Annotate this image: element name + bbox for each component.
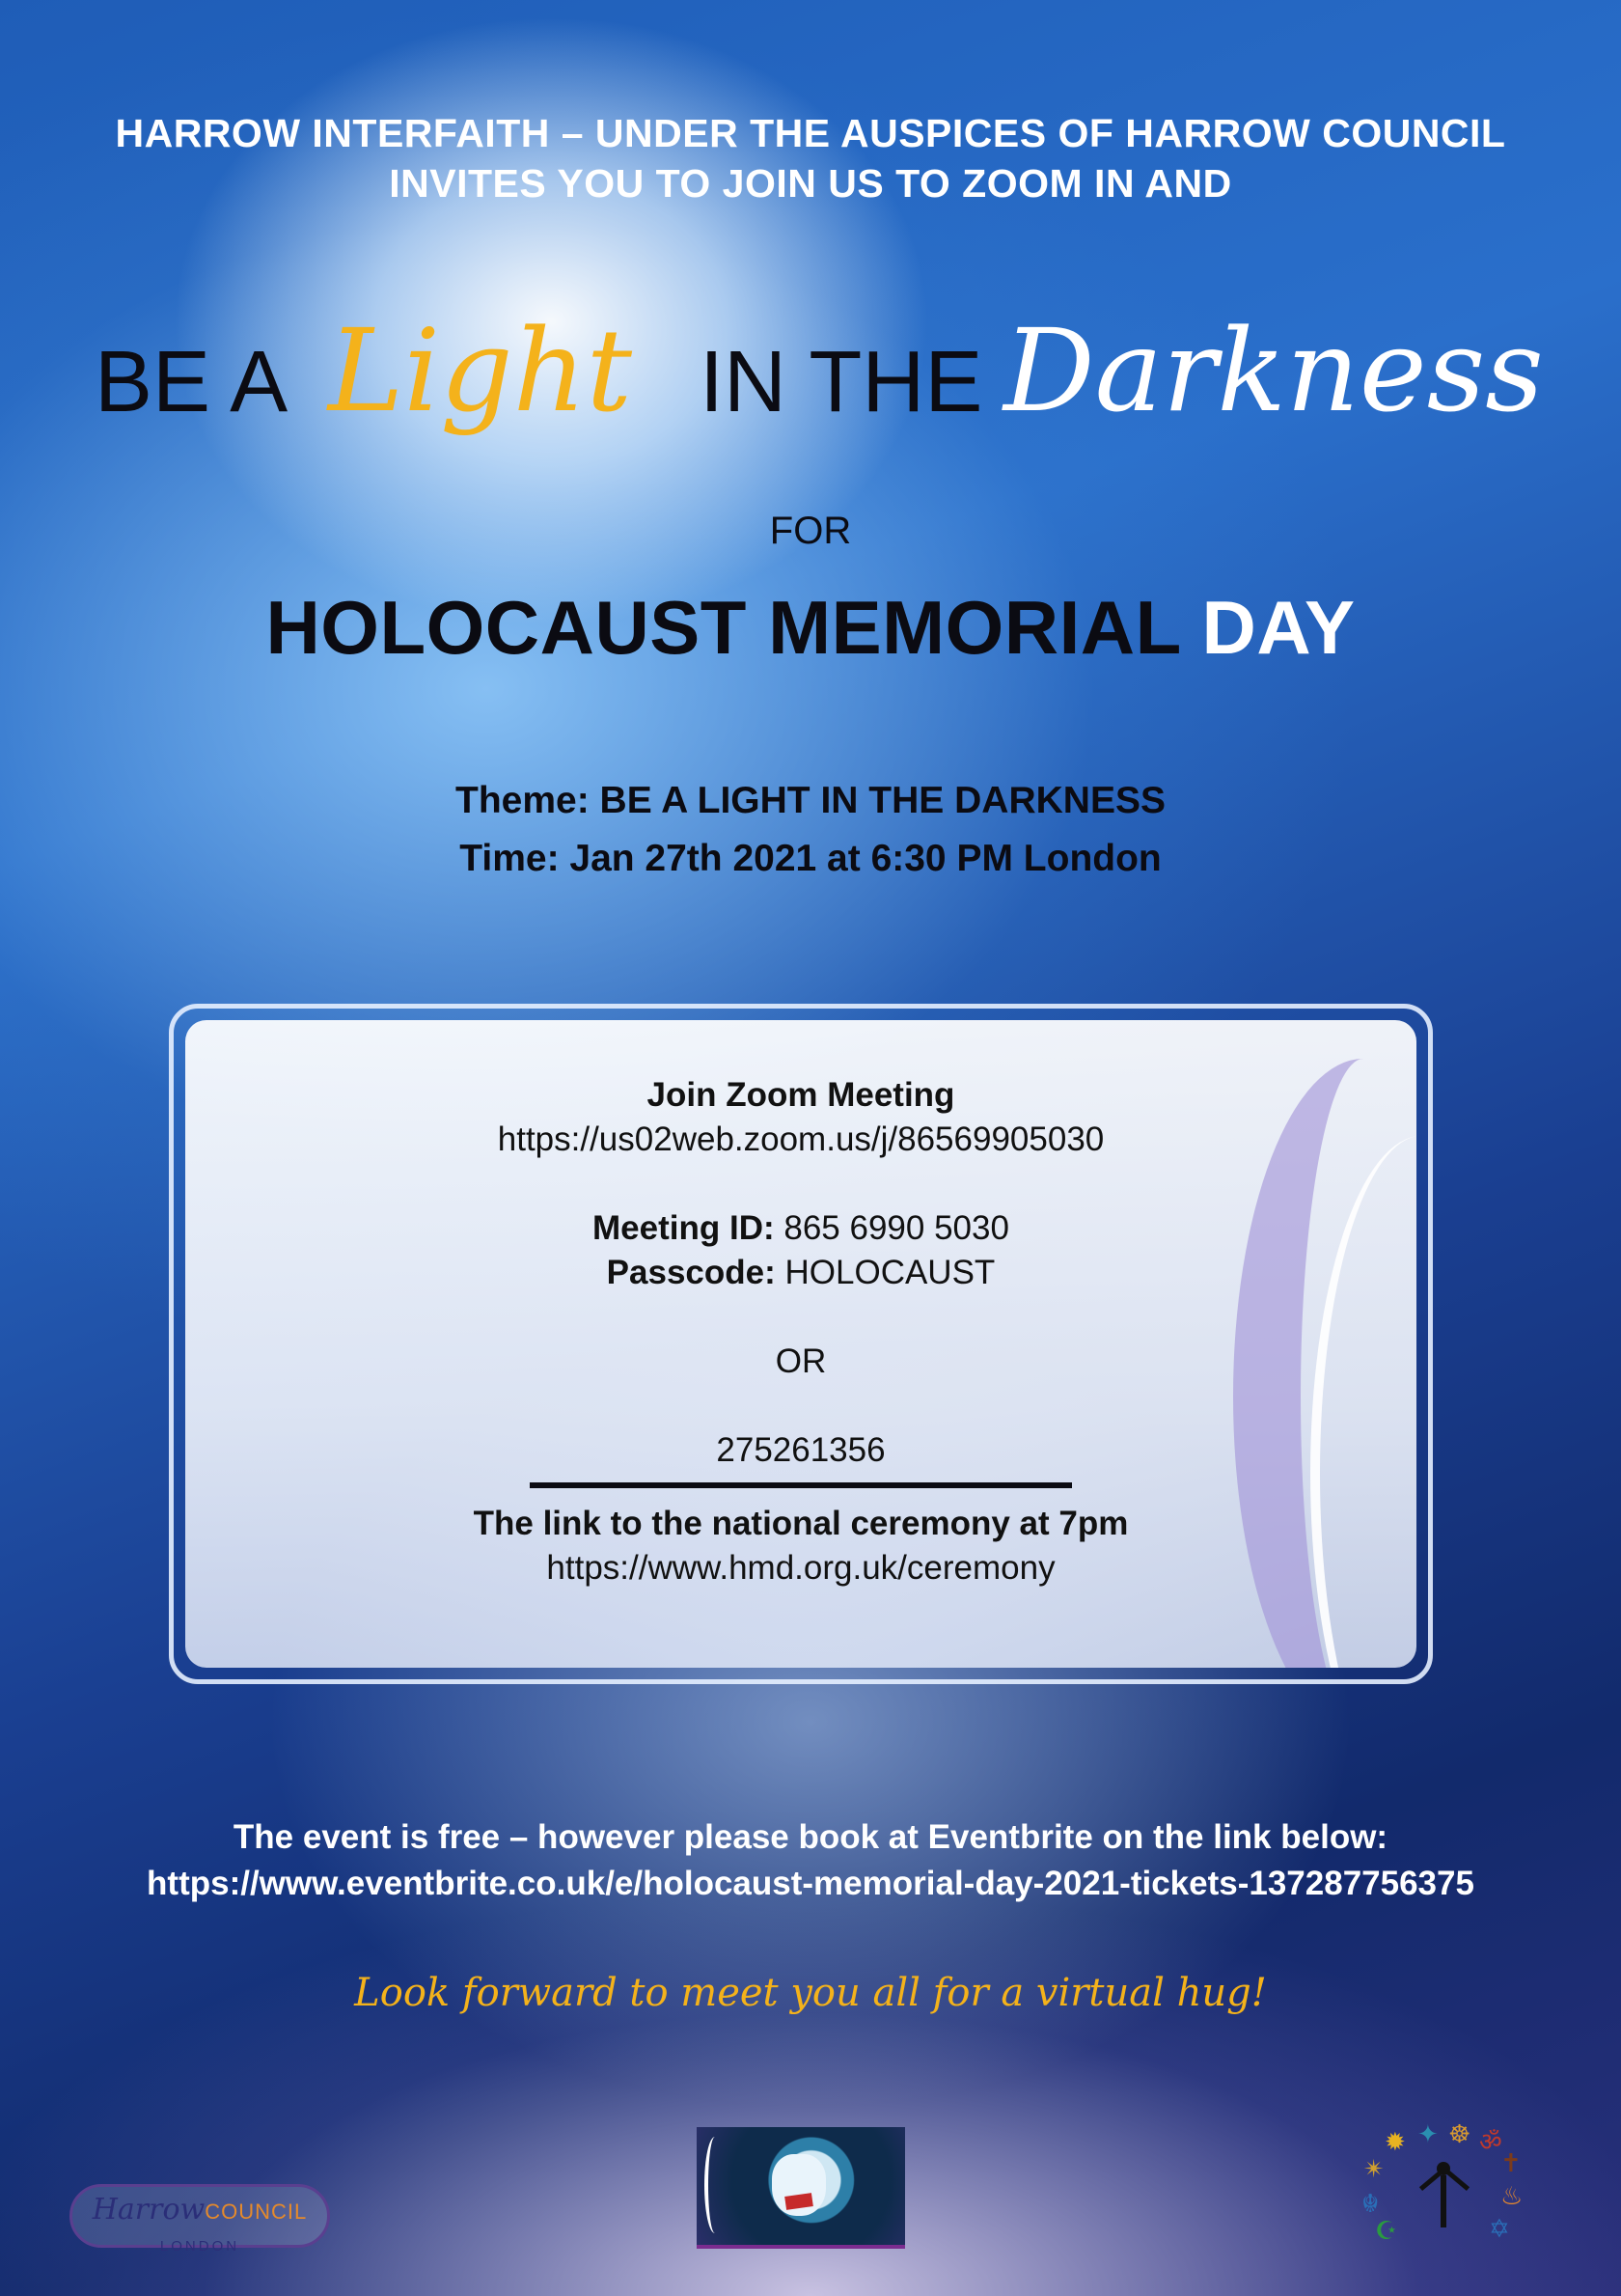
harrow-logo-city: LONDON — [159, 2238, 240, 2255]
title-light: Light — [328, 304, 633, 437]
for-label: FOR — [769, 510, 852, 552]
khanda-icon: ☬ — [1361, 2189, 1380, 2218]
title-be-a: BE A — [95, 334, 288, 430]
zoom-info-panel — [169, 1004, 1433, 1684]
or-label: OR — [775, 1342, 827, 1380]
ceremony-heading: The link to the national ceremony at 7pm — [473, 1505, 1129, 1542]
sun-icon: ✹ — [1385, 2127, 1406, 2156]
flame-icon — [704, 2137, 726, 2233]
panel-divider — [530, 1482, 1072, 1488]
harrow-logo-council: COUNCIL — [205, 2199, 308, 2224]
passcode-label: Passcode: — [606, 1254, 776, 1291]
zoom-link[interactable]: https://us02web.zoom.us/j/86569905030 — [497, 1120, 1105, 1158]
crescent-icon: ☪ — [1375, 2216, 1398, 2245]
title-in-the: IN THE — [700, 334, 983, 430]
people-figure-icon — [1412, 2158, 1479, 2235]
event-title — [0, 584, 1621, 672]
zoom-info-panel-inner — [185, 1020, 1416, 1668]
event-title-main: HOLOCAUST MEMORIAL — [265, 585, 1181, 670]
title-darkness: Darkness — [1003, 304, 1544, 437]
eventbrite-link[interactable]: https://www.eventbrite.co.uk/e/holocaust-memorial-day-2021-tickets-137287756375 — [147, 1865, 1474, 1902]
closing-message: Look forward to meet you all for a virtual hug! — [354, 1971, 1267, 2015]
meeting-id-label: Meeting ID: — [592, 1209, 775, 1247]
interfaith-logo — [1356, 2119, 1529, 2245]
ceremony-link[interactable]: https://www.hmd.org.uk/ceremony — [546, 1549, 1056, 1587]
alt-meeting-number: 275261356 — [716, 1431, 886, 1469]
figure-icon: ✦ — [1417, 2119, 1439, 2148]
event-theme: Theme: BE A LIGHT IN THE DARKNESS — [455, 780, 1166, 821]
harrow-logo-script: Harrow — [92, 2193, 206, 2227]
meeting-id-value: 865 6990 5030 — [783, 1209, 1009, 1247]
event-time: Time: Jan 27th 2021 at 6:30 PM London — [459, 838, 1162, 879]
flame-symbol-icon: ♨ — [1500, 2181, 1524, 2210]
header-line-1: HARROW INTERFAITH – UNDER THE AUSPICES OF HARROW COUNCIL — [115, 111, 1506, 155]
star-of-david-icon: ✡ — [1489, 2214, 1510, 2243]
passcode-value: HOLOCAUST — [784, 1254, 996, 1291]
meeting-id-row — [185, 1206, 1416, 1251]
passcode-row — [185, 1251, 1416, 1295]
invitation-header — [0, 108, 1621, 208]
harrow-logo-wordmark — [72, 2193, 327, 2227]
booking-info — [0, 1814, 1621, 1907]
event-title-day: DAY — [1201, 585, 1356, 670]
cross-icon: ✝ — [1500, 2148, 1522, 2177]
harrow-council-logo — [69, 2184, 330, 2255]
bahai-icon: ✴ — [1363, 2154, 1385, 2183]
header-line-2: INVITES YOU TO JOIN US TO ZOOM IN AND — [389, 161, 1232, 206]
holocaust-memorial-photo — [697, 2127, 905, 2249]
event-details — [0, 772, 1621, 888]
headline-title — [0, 304, 1621, 468]
booking-text: The event is free – however please book at Eventbrite on the link below: — [233, 1818, 1388, 1856]
zoom-heading: Join Zoom Meeting — [646, 1076, 955, 1114]
om-icon: ॐ — [1479, 2127, 1502, 2156]
wheel-icon: ☸ — [1448, 2119, 1471, 2148]
